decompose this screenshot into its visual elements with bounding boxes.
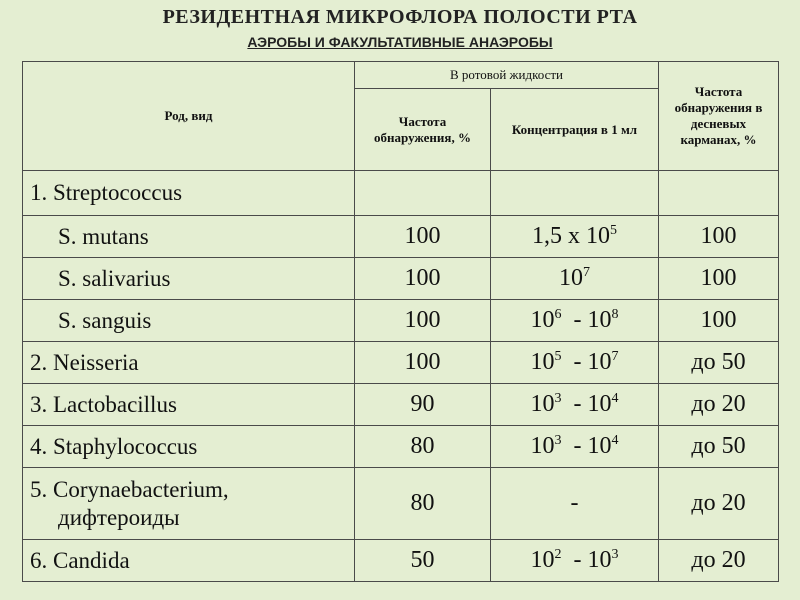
- row-oral-frequency: 100: [355, 258, 491, 300]
- conc-high-exponent: 4: [611, 433, 619, 448]
- row-concentration: [491, 300, 659, 342]
- row-name: S. mutans: [23, 216, 355, 258]
- row-pocket-frequency: до 50: [659, 342, 779, 384]
- row-pocket-frequency: до 20: [659, 384, 779, 426]
- row-name: 1. Streptococcus: [23, 171, 355, 216]
- row-pocket-frequency: до 50: [659, 426, 779, 468]
- conc-high-exponent: 4: [611, 391, 619, 406]
- conc-low-exponent: 3: [554, 433, 562, 448]
- microflora-table: [22, 61, 779, 582]
- row-concentration: [491, 258, 659, 300]
- page-subtitle: [0, 34, 800, 52]
- header-concentration: Концентрация в 1 мл: [491, 89, 659, 171]
- row-oral-frequency: [355, 171, 491, 216]
- row-name: 4. Staphylococcus: [23, 426, 355, 468]
- row-concentration: [491, 540, 659, 582]
- conc-high-exponent: 3: [611, 547, 619, 562]
- row-concentration: [491, 426, 659, 468]
- row-name: [23, 468, 355, 540]
- row-oral-frequency: 100: [355, 342, 491, 384]
- row-name: S. sanguis: [23, 300, 355, 342]
- row-name: 2. Neisseria: [23, 342, 355, 384]
- row-name: 6. Candida: [23, 540, 355, 582]
- conc-base: 10: [559, 265, 583, 291]
- range-separator: -: [573, 547, 582, 573]
- row-name: 3. Lactobacillus: [23, 384, 355, 426]
- conc-low: 10: [530, 433, 555, 459]
- row-concentration: [491, 171, 659, 216]
- range-separator: -: [573, 391, 582, 417]
- table-row: [23, 384, 779, 426]
- conc-high: 10: [587, 391, 612, 417]
- conc-high: 10: [587, 349, 612, 375]
- table-row: [23, 171, 779, 216]
- conc-low: 10: [530, 391, 555, 417]
- table-row: [23, 540, 779, 582]
- conc-high: 10: [587, 307, 612, 333]
- conc-low-exponent: 5: [554, 349, 562, 364]
- row-concentration: [491, 342, 659, 384]
- table-row: [23, 216, 779, 258]
- range-separator: -: [573, 349, 582, 375]
- conc-low-exponent: 6: [554, 307, 562, 322]
- row-oral-frequency: 80: [355, 468, 491, 540]
- row-concentration: [491, 216, 659, 258]
- conc-high-exponent: 8: [611, 307, 619, 322]
- row-pocket-frequency: до 20: [659, 468, 779, 540]
- conc-base: 1,5 х 10: [532, 223, 610, 249]
- row-oral-frequency: 80: [355, 426, 491, 468]
- row-concentration: [491, 384, 659, 426]
- conc-low-exponent: 3: [554, 391, 562, 406]
- conc-low: 10: [530, 349, 555, 375]
- row-pocket-frequency: до 20: [659, 540, 779, 582]
- header-pocket-frequency: Частота обнаружения в десневых карманах, %: [659, 62, 779, 171]
- table-row: [23, 426, 779, 468]
- row-pocket-frequency: 100: [659, 300, 779, 342]
- conc-high: 10: [587, 547, 612, 573]
- header-genus: Род, вид: [23, 62, 355, 171]
- conc-high-exponent: 7: [611, 349, 619, 364]
- row-name-line2: дифтероиды: [58, 504, 180, 530]
- row-pocket-frequency: 100: [659, 216, 779, 258]
- row-pocket-frequency: 100: [659, 258, 779, 300]
- conc-exponent: 7: [583, 265, 590, 280]
- row-concentration: -: [491, 468, 659, 540]
- row-name: S. salivarius: [23, 258, 355, 300]
- page-title: РЕЗИДЕНТНАЯ МИКРОФЛОРА ПОЛОСТИ РТА: [162, 6, 638, 28]
- conc-high: 10: [587, 433, 612, 459]
- subtitle-text: АЭРОБЫ И ФАКУЛЬТАТИВНЫЕ АНАЭРОБЫ: [247, 34, 553, 50]
- header-oral-fluid: В ротовой жидкости: [355, 62, 659, 89]
- conc-low-exponent: 2: [554, 547, 562, 562]
- table-row: [23, 300, 779, 342]
- table-row: [23, 258, 779, 300]
- table-row: [23, 342, 779, 384]
- row-oral-frequency: 50: [355, 540, 491, 582]
- range-separator: -: [573, 433, 582, 459]
- row-oral-frequency: 90: [355, 384, 491, 426]
- row-name-line1: 5. Corynaebacterium,: [30, 476, 229, 502]
- row-oral-frequency: 100: [355, 300, 491, 342]
- row-pocket-frequency: [659, 171, 779, 216]
- conc-exponent: 5: [610, 223, 617, 238]
- range-separator: -: [573, 307, 582, 333]
- header-oral-frequency: Частота обнаружения, %: [355, 89, 491, 171]
- row-oral-frequency: 100: [355, 216, 491, 258]
- conc-low: 10: [530, 307, 555, 333]
- table-row: [23, 468, 779, 540]
- conc-low: 10: [530, 547, 555, 573]
